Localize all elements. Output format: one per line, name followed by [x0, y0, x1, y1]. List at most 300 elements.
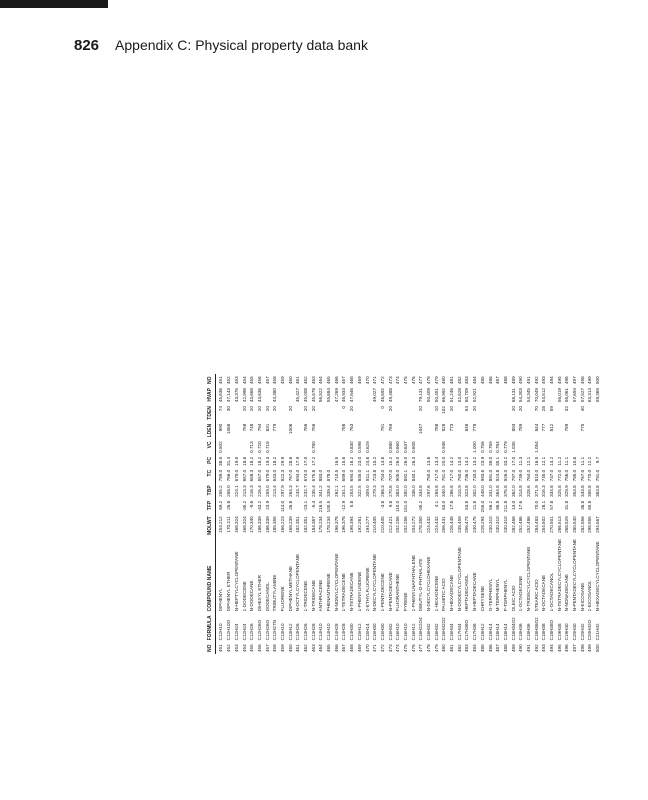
table-cell: 490 [518, 644, 524, 652]
table-cell: 13.2 [472, 456, 478, 466]
table-cell: 0.502 [218, 441, 224, 453]
table-cell: 11.1 [579, 456, 585, 466]
table-cell: C20H42 [579, 623, 585, 641]
table-cell: 284.483 [533, 516, 539, 533]
table-cell: 470 [364, 644, 370, 652]
table-cell: 457 [264, 376, 270, 385]
table-cell: 1-DODECENE [241, 581, 247, 612]
table-cell: C13H28 [310, 623, 316, 641]
table-cell: 794 [256, 423, 262, 432]
table-cell: FLUORANTHENE [395, 573, 401, 612]
table-cell: 810.0 [533, 469, 539, 482]
table-cell: 990 [218, 423, 224, 432]
table-cell: 255.0 [479, 500, 485, 513]
table-cell [417, 468, 425, 484]
table-cell [540, 439, 548, 455]
table-row [494, 374, 502, 654]
table-cell: 0.756 [479, 441, 485, 453]
table-cell: 216.3 [249, 485, 255, 497]
column-header: FORMULA [208, 613, 216, 642]
table-cell [409, 386, 417, 404]
table-cell [571, 439, 579, 455]
table-cell: 65.8 [587, 500, 593, 510]
table-cell: 224.1 [233, 485, 239, 497]
table-cell [571, 404, 579, 422]
table-cell [402, 386, 410, 404]
table-cell: -3.8 [379, 500, 385, 509]
table-cell [394, 386, 402, 404]
table-cell [586, 404, 594, 422]
table-cell: 786 [341, 423, 347, 432]
column-header: TBP [208, 483, 216, 499]
table-cell: 28.1 [541, 500, 547, 510]
table-cell: 775 [579, 423, 585, 432]
table-cell: CHRYSENE [479, 585, 485, 612]
table-cell: -23.1 [303, 500, 309, 512]
table-cell: -9.6 [249, 500, 255, 509]
table-cell: 495 [556, 376, 562, 385]
table-row [563, 374, 571, 654]
table-cell [356, 422, 364, 440]
table-cell: 63.0 [441, 500, 447, 510]
table-cell: 19.3 [264, 456, 270, 466]
table-cell: 202.256 [402, 516, 408, 533]
table-cell: DODECANOL [264, 582, 270, 612]
table-row [509, 374, 517, 654]
table-cell: 479 [433, 376, 439, 385]
table-cell: C14H28 [341, 623, 347, 641]
table-cell: 9.8 [387, 500, 393, 508]
table-cell: 459 [279, 376, 285, 385]
table-cell: 0.629 [364, 441, 370, 453]
table-cell: 18.2 [249, 456, 255, 466]
table-cell: 238.459 [456, 516, 462, 533]
column-header: COMPOUND NAME [208, 537, 216, 613]
table-cell: 211.8 [502, 500, 508, 512]
table-cell: 16.5 [333, 456, 339, 466]
table-row [532, 374, 540, 654]
table-cell: 15.2 [387, 456, 393, 466]
table-cell: 353.8 [572, 485, 578, 497]
table-cell: 791 [379, 423, 385, 432]
table-cell: 474 [395, 644, 401, 652]
table-cell [502, 404, 510, 422]
table-cell: 70,049 [533, 388, 539, 403]
table-row [556, 374, 564, 654]
table-cell: 79,131 [418, 388, 424, 403]
table-cell: 10.6 [572, 456, 578, 466]
table-cell [317, 455, 325, 468]
table-cell: C15H14 [364, 623, 370, 641]
table-cell: 297.9 [279, 485, 285, 497]
table-cell: 259.0 [264, 485, 270, 497]
table-cell [594, 439, 602, 455]
table-cell: C14H10 [326, 623, 332, 641]
table-cell: C12H10O [226, 619, 232, 641]
table-cell [402, 422, 410, 440]
table-cell: C16H34 [449, 623, 455, 641]
table-cell [463, 439, 471, 455]
top-color-bar [0, 0, 108, 8]
table-cell: PALMITIC ACID [441, 578, 447, 612]
table-cell: 375.8 [502, 485, 508, 497]
table-cell: 280.540 [572, 516, 578, 533]
table-cell: 458 [272, 376, 278, 385]
table-cell: 489 [510, 376, 516, 385]
table-cell: 464 [318, 376, 324, 385]
table-cell: 0.779 [502, 441, 508, 453]
table-cell: 466 [333, 644, 339, 652]
table-cell: 484 [472, 644, 478, 652]
table-cell: 254.502 [541, 516, 547, 533]
table-cell: 717.0 [449, 469, 455, 482]
table-row [571, 374, 579, 654]
table-rotator [208, 202, 620, 654]
table-cell: 35.1 [495, 456, 501, 466]
table-cell: 772.0 [556, 469, 562, 482]
table-cell: 0.946 [441, 441, 447, 453]
table-cell: C13H12 [287, 623, 293, 641]
table-cell: 26.3 [410, 456, 416, 466]
table-cell: 329.9 [564, 485, 570, 497]
table-cell [479, 386, 487, 404]
table-cell: 20 [472, 406, 478, 412]
table-cell: N-NONYLCYCLOPENTANE [333, 553, 339, 612]
table-row [356, 374, 364, 654]
table-cell: 777 [541, 423, 547, 432]
table-cell [317, 404, 325, 422]
table-cell: 497 [572, 644, 578, 652]
table-cell [394, 404, 402, 422]
table-cell: 18.2 [272, 456, 278, 466]
table-cell: 456 [256, 644, 262, 652]
table-cell: 322.5 [356, 485, 362, 497]
table-row [340, 374, 348, 654]
table-cell: 767.0 [287, 469, 293, 482]
table-cell: 13.0 [510, 500, 516, 510]
table-cell: 43,375 [233, 388, 239, 403]
table-cell: 831 [264, 423, 270, 432]
column-header: LDEN [208, 422, 216, 440]
table-cell: 812 [549, 423, 555, 432]
table-cell: C14H30 [349, 623, 355, 641]
table-cell: 264.3 [287, 485, 293, 497]
table-cell: -43.2 [256, 500, 262, 512]
table-rotated-container [100, 118, 601, 652]
table-cell [363, 404, 371, 422]
table-cell: 750.0 [456, 469, 462, 482]
table-cell: 475 [402, 644, 408, 652]
table-cell [333, 439, 341, 455]
table-cell: 689.0 [341, 469, 347, 482]
table-cell: 779 [272, 423, 278, 432]
table-cell: 54,345 [525, 388, 531, 403]
table-cell: C17H36 [472, 623, 478, 641]
table-cell: 478 [426, 376, 432, 385]
table-cell: 494 [549, 376, 555, 385]
table-cell: 471 [372, 644, 378, 652]
table-cell: 500 [595, 376, 601, 385]
table-cell: 23.0 [356, 456, 362, 466]
table-cell: DIPHENYLMETHANE [287, 565, 293, 612]
table-cell: 33.2 [502, 456, 508, 466]
table-row [502, 374, 510, 654]
table-cell: 56,061 [564, 388, 570, 403]
page-title: Appendix C: Physical property data bank [115, 37, 368, 53]
table-cell: 20 [241, 406, 247, 412]
table-cell: N-DECYLCYCLOHEXANE [426, 556, 432, 612]
table-cell: C15H30 [379, 623, 385, 641]
table-cell: 268.3 [379, 485, 385, 497]
table-cell: 736.0 [464, 469, 470, 482]
table-row [594, 374, 602, 654]
table-row [517, 374, 525, 654]
table-cell [479, 422, 487, 440]
column-header: NO [208, 642, 216, 654]
table-cell [286, 439, 294, 455]
table-cell: 279.3 [372, 485, 378, 497]
table-cell: 474 [395, 376, 401, 385]
table-cell: PYRENE [402, 592, 408, 612]
table-cell: 493 [541, 376, 547, 385]
table-cell: 756 [310, 423, 316, 432]
table-cell [556, 499, 564, 515]
table-cell: 256.474 [464, 516, 470, 533]
table-cell: 489 [510, 644, 516, 652]
table-row [579, 374, 587, 654]
table-cell: 28 [541, 406, 547, 412]
table-cell: 31.4 [226, 456, 232, 466]
table-cell [502, 422, 510, 440]
table-cell [263, 386, 271, 404]
table-cell: 0.718 [264, 441, 270, 453]
table-cell: 485 [479, 376, 485, 385]
table-cell: 491 [525, 376, 531, 385]
table-cell [525, 439, 533, 455]
table-cell: 383.0 [395, 485, 401, 497]
table-cell: 52,628 [456, 388, 462, 403]
table-cell: 463 [310, 376, 316, 385]
table-row [548, 374, 556, 654]
table-cell [333, 404, 341, 422]
column-header: PC [208, 455, 216, 468]
table-cell: 44,380 [272, 388, 278, 403]
table-cell: 43,636 [256, 388, 262, 403]
table-cell: 0.780 [310, 441, 316, 453]
table-cell: 477 [418, 644, 424, 652]
table-cell: 1066 [226, 423, 232, 434]
table-cell: DIPHENYL [218, 588, 224, 612]
table-cell: M-TERPHENYL [495, 578, 501, 612]
table-cell: 21.8 [472, 500, 478, 510]
table-cell: 278.350 [418, 516, 424, 533]
table-cell: TRIBUTYLAMINE [272, 574, 278, 612]
table-cell: 494 [549, 644, 555, 652]
table-row [486, 374, 494, 654]
table-cell: 10 [433, 406, 439, 412]
table-cell: 302.0 [472, 485, 478, 497]
table-cell: 59,369 [595, 388, 601, 403]
table-cell: 185.355 [272, 516, 278, 533]
table-cell: 457 [264, 644, 270, 652]
table-cell: 471 [372, 376, 378, 385]
table-cell [325, 455, 333, 468]
table-cell: 1.035 [510, 441, 516, 453]
table-cell: 334.8 [418, 485, 424, 497]
table-cell: 465 [326, 644, 332, 652]
table-cell: 657.0 [241, 469, 247, 482]
table-cell: 468 [349, 644, 355, 652]
table-cell: C21H42 [595, 623, 601, 641]
table-cell: 178.234 [318, 516, 324, 533]
table-cell: 1-OCTADECENE [518, 575, 524, 612]
table-cell: 5.8 [349, 500, 355, 508]
table-cell: C13H26 [303, 623, 309, 641]
table-cell: 47,143 [226, 388, 232, 403]
table-cell: 23.9 [264, 500, 270, 510]
table-cell: C18H38 [541, 623, 547, 641]
table-cell [456, 422, 464, 440]
table-cell: 694.0 [295, 469, 301, 482]
table-cell: 186.339 [256, 516, 262, 533]
table-header-row [208, 374, 216, 654]
table-row [456, 374, 464, 654]
table-cell: N-OCTYLCYCLOPENTANE [295, 553, 301, 612]
table-cell: 482 [456, 644, 462, 652]
table-cell: 452 [226, 644, 232, 652]
table-cell [363, 386, 371, 404]
table-cell: 674.0 [303, 469, 309, 482]
table-cell: 0.637 [402, 441, 408, 453]
table-cell: 170.340 [249, 516, 255, 533]
table-cell: 466 [333, 376, 339, 385]
table-cell: 455 [249, 644, 255, 652]
table-cell [371, 404, 379, 422]
table-cell: PHENANTHRENE [326, 573, 332, 612]
column-header: VC [208, 439, 216, 455]
table-cell: 14.2 [549, 456, 555, 466]
table-row [240, 374, 248, 654]
table-cell: N-HEPTYLCYCLOPENTANE [233, 551, 239, 612]
table-cell: 460 [287, 644, 293, 652]
table-cell: 473 [387, 376, 393, 385]
table-cell [325, 439, 333, 455]
table-cell: 487 [495, 376, 501, 385]
table-cell: C18H34O2 [510, 617, 516, 641]
table-row [525, 374, 533, 654]
table-cell: 328.6 [525, 485, 531, 497]
table-cell: 482 [456, 376, 462, 385]
table-cell: 168.324 [233, 516, 239, 533]
table-row [225, 374, 233, 654]
table-cell: 196.378 [341, 516, 347, 533]
table-cell [517, 439, 525, 455]
table-row [233, 374, 241, 654]
table-cell: 485 [479, 644, 485, 652]
table-cell [548, 439, 556, 455]
table-cell: -35.2 [241, 500, 247, 512]
table-cell [225, 439, 233, 455]
table-cell: 26.8 [226, 500, 232, 510]
table-cell [302, 439, 310, 455]
table-row [310, 374, 318, 654]
table-cell [340, 439, 348, 455]
table-cell: 469 [356, 644, 362, 652]
table-cell: 1-HEXADECENE [433, 575, 439, 612]
table-cell [479, 404, 487, 422]
table-cell: N-TETRADECANE [349, 572, 355, 612]
table-cell: 182.351 [295, 516, 301, 533]
table-cell: 745.0 [541, 469, 547, 482]
table-cell [394, 422, 402, 440]
table-cell: 0.713 [249, 441, 255, 453]
table-cell [502, 386, 510, 404]
table-cell: 18.6 [241, 456, 247, 466]
table-cell: 773 [449, 423, 455, 432]
table-cell: 492 [533, 644, 539, 652]
table-cell: 336.0 [410, 485, 416, 497]
table-cell: -35.2 [418, 500, 424, 512]
table-cell: 310.9 [456, 485, 462, 497]
table-cell: 100.5 [326, 500, 332, 513]
table-cell: 45,427 [295, 388, 301, 403]
table-cell: 20 [449, 406, 455, 412]
table-cell: C13H10 [279, 623, 285, 641]
table-cell: 487 [495, 644, 501, 652]
table-cell: 905.0 [395, 469, 401, 482]
table-cell: 17.6 [518, 500, 524, 510]
table-cell: N-NONADECANE [564, 574, 570, 612]
table-cell: 769 [387, 423, 393, 432]
table-cell: 0.784 [495, 441, 501, 453]
table-row [286, 374, 294, 654]
table-cell: 26.0 [395, 456, 401, 466]
table-cell: 20 [272, 406, 278, 412]
table-cell: N-HEXADECANE [449, 574, 455, 612]
table-cell: 454 [241, 644, 247, 652]
table-cell: 314.8 [518, 485, 524, 497]
table-cell: C12H24 [233, 623, 239, 641]
table-cell: C16H10 [402, 623, 408, 641]
table-cell: 170.211 [226, 516, 232, 533]
table-cell: 363.8 [595, 485, 601, 497]
table-cell: 488 [502, 644, 508, 652]
table-cell: 17.8 [449, 500, 455, 510]
table-cell: 56.2 [487, 500, 493, 510]
table-cell: 498 [579, 644, 585, 652]
table-cell: 643.0 [272, 469, 278, 482]
table-row [394, 374, 402, 654]
table-cell: 14.2 [449, 456, 455, 466]
table-cell [371, 499, 379, 515]
table-row [379, 374, 387, 654]
table-cell: FLUORENE [279, 586, 285, 612]
table-cell: ANTHRACENE [318, 579, 324, 612]
table-cell: 194.277 [364, 516, 370, 533]
table-cell: 480 [441, 376, 447, 385]
table-cell [279, 404, 287, 422]
table-cell: 14.6 [379, 456, 385, 466]
table-cell: 30 [226, 406, 232, 412]
table-cell: 893 [510, 423, 516, 432]
table-cell: O-TERPHENYL [487, 578, 493, 612]
table-cell: C12H26 [249, 623, 255, 641]
table-cell: 878.0 [326, 469, 332, 482]
table-cell: 341.2 [318, 485, 324, 497]
table-cell: C18H14 [487, 623, 493, 641]
table-cell: C12H10 [218, 623, 224, 641]
table-cell: C13H26 [295, 623, 301, 641]
